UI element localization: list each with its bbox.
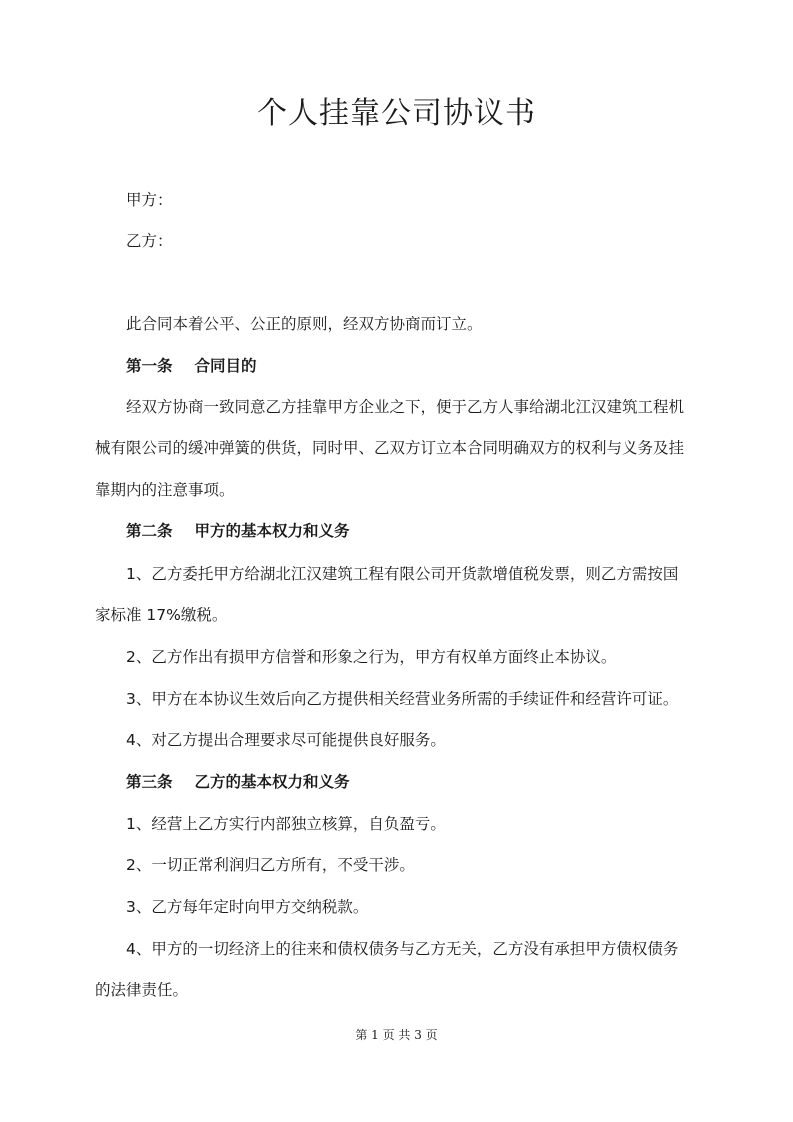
article3-item4-cont: 的法律责任。 xyxy=(95,981,189,999)
article3-item2: 2、一切正常利润归乙方所有，不受干涉。 xyxy=(126,856,415,874)
article3-title: 乙方的基本权力和义务 xyxy=(194,773,350,791)
article1-line: 经双方协商一致同意乙方挂靠甲方企业之下，便于乙方人事给湖北江汉建筑工程机 xyxy=(126,398,685,416)
article2-heading xyxy=(126,520,705,542)
article2-item2: 2、乙方作出有损甲方信誉和形象之行为，甲方有权单方面终止本协议。 xyxy=(126,648,617,666)
party-b-label: 乙方： xyxy=(126,232,173,250)
article1-line: 械有限公司的缓冲弹簧的供货，同时甲、乙双方订立本合同明确双方的权利与义务及挂 xyxy=(95,439,685,457)
intro-paragraph: 此合同本着公平、公正的原则，经双方协商而订立。 xyxy=(126,315,483,333)
page-footer: 第 1 页 共 3 页 xyxy=(355,1028,438,1042)
article1-heading xyxy=(126,355,705,377)
article2-item4: 4、对乙方提出合理要求尽可能提供良好服务。 xyxy=(126,731,446,749)
article3-item1: 1、经营上乙方实行内部独立核算，自负盈亏。 xyxy=(126,815,446,833)
article1-line: 靠期内的注意事项。 xyxy=(95,481,235,499)
article3-heading xyxy=(126,771,705,793)
article2-item1-cont: 家标准 17%缴税。 xyxy=(95,606,228,624)
article3-item3: 3、乙方每年定时向甲方交纳税款。 xyxy=(126,898,369,916)
article1-title: 合同目的 xyxy=(194,357,257,375)
article2-number: 第二条 xyxy=(126,522,173,540)
article2-item3: 3、甲方在本协议生效后向乙方提供相关经营业务所需的手续证件和经营许可证。 xyxy=(126,690,679,708)
party-a-label: 甲方： xyxy=(126,191,173,209)
article3-number: 第三条 xyxy=(126,773,173,791)
article1-number: 第一条 xyxy=(126,357,173,375)
article2-item1: 1、乙方委托甲方给湖北江汉建筑工程有限公司开货款增值税发票，则乙方需按国 xyxy=(126,565,679,583)
article3-item4: 4、甲方的一切经济上的往来和债权债务与乙方无关，乙方没有承担甲方债权债务 xyxy=(126,940,679,958)
document-title: 个人挂靠公司协议书 xyxy=(257,96,536,131)
article2-title: 甲方的基本权力和义务 xyxy=(194,522,350,540)
